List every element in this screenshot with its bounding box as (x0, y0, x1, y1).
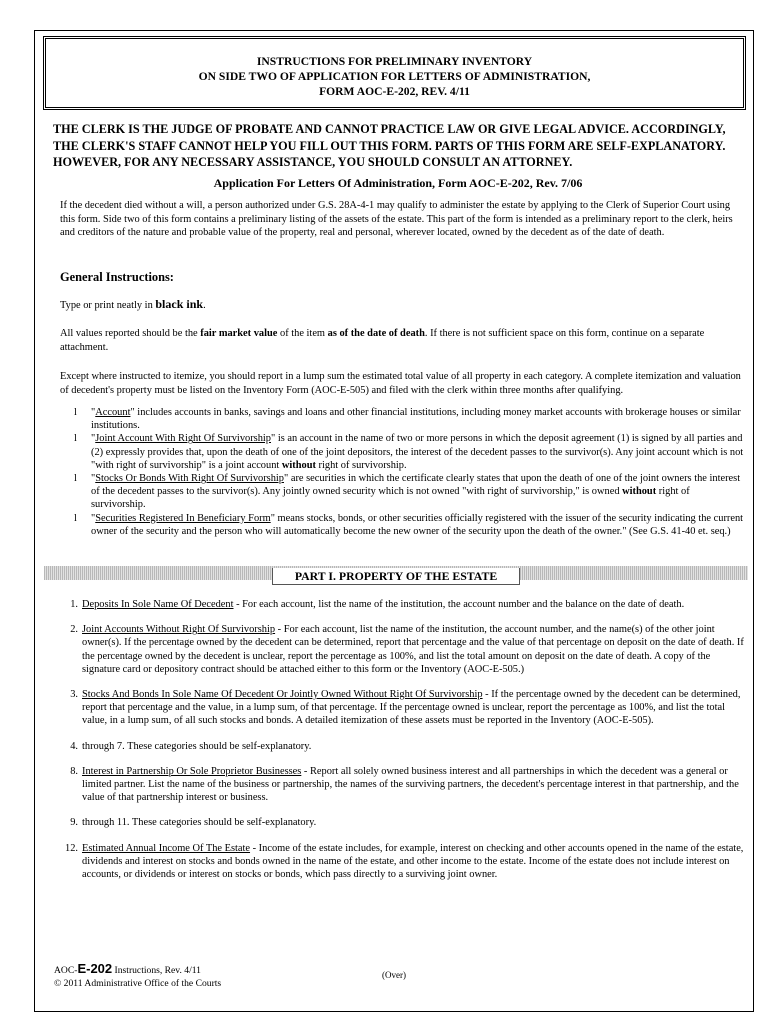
part-one-heading: PART I. PROPERTY OF THE ESTATE (272, 568, 520, 584)
item-12 (60, 842, 744, 882)
item-term: Interest in Partnership Or Sole Proprietor Businesses (82, 765, 302, 777)
copyright: © 2011 Administrative Office of the Courts (54, 978, 222, 989)
bullet-icon: l (74, 407, 77, 418)
fmv-mid: of the item (277, 328, 328, 339)
definition-text: includes accounts in banks, savings and loans and other financial institutions, including money market accounts with brokerage houses or similar institutions. (91, 407, 741, 432)
item-9 (60, 816, 744, 829)
item-number: 9. (70, 817, 78, 829)
ink-bold: black ink (155, 297, 204, 311)
definition-text: are securities in which the certificate clearly states that upon the death of one of the joint owners the interest of the decedent passes to the survivor(s). Any jointly owned security which is not owned "with right of survivorship," is owned (91, 473, 741, 498)
definition-account: l "Account" includes accounts in banks, savings and loans and other financial institutions, including money market accounts with brokerage houses or similar institutions. (74, 407, 741, 432)
definition-end: right of survivorship. (91, 486, 690, 511)
definitions-list (60, 406, 744, 538)
footer (54, 962, 221, 990)
application-subtitle: Application For Letters Of Administration, Form AOC-E-202, Rev. 7/06 (213, 176, 583, 190)
definition-stocks-bonds: l "Stocks Or Bonds With Right Of Survivorship" are securities in which the certificate clearly states that upon the death of one of the joint owners the interest of the decedent passes to the survivor(s). Any jointly owned security which is not owned "with right of survivorship," is owned without right of survivorship. (74, 473, 741, 511)
item-text: - For each account, list the name of the institution, the account number and the balance on the date of death. (233, 599, 685, 610)
ink-text: Type or print neatly in (60, 300, 156, 311)
item-number: 8. (70, 765, 78, 777)
item-text: - For each account, list the name of the institution, the account number, and the name(s) of the other joint owner(s). If the percentage owned by the decedent can be determined, report that percentage and the value of that percentage on deposit on the date of death. If the percentage owned by the decedent is unclear, report the percentage as 100%, and list the total amount on deposit on the date of death. A copy of the signature card or depository contract should be attached either to this form or the Inventory (AOC-E-505.) (82, 624, 744, 675)
itemize-instruction: Except where instructed to itemize, you should report in a lump sum the estimated total value of all property in each category. A complete itemization and valuation of decedent's property must be listed on the Inventory Form (AOC-E-505) and filed with the clerk within three months after qualifying. (60, 371, 741, 396)
item-text: - Report all solely owned business interest and all partnerships in which the decedent was a general or limited partner. List the name of the business or partnership, the names of the surviving partners, the decedent's percentage interest in that partnership, and the value of that partnership interest or business. (82, 765, 739, 804)
definition-text: means stocks, bonds, or other securities officially registered with the issuer of the security indicating the current owner of the security and the person who will automatically become the new owner of the security upon the death of the owner." (See G.S. 41-40 et. seq.) (91, 512, 744, 537)
form-revision: Instructions, Rev. 4/11 (112, 965, 201, 976)
part-heading-underline (272, 584, 520, 585)
definition-joint-account: l "Joint Account With Right Of Survivorship" is an account in the name of two or more persons in which the deposit agreement (1) is signed by all parties and (2) expressly provides that, upon the death of one of the joint depositors, the interest of the decedent passes to the survivor(s). Any joint account which is not "with right of survivorship" is a joint account without right of survivorship. (74, 433, 744, 471)
definition-term: Securities Registered In Beneficiary Form (95, 512, 271, 524)
intro-paragraph: If the decedent died without a will, a person authorized under G.S. 28A-4-1 may qualify to administer the estate by applying to the Clerk of Superior Court using this form. Side two of this form contains a preliminary listing of the assets of the estate. This part of the form is intended as a preliminary report to the clerk, heirs and creditors of the nature and probable value of the property, real and personal, wherever located, owned by the decedent as of the date of death. (60, 200, 733, 238)
title-line-3: FORM AOC-E-202, REV. 4/11 (319, 85, 470, 98)
part-one-items (60, 598, 744, 893)
item-text: through 11. These categories should be self-explanatory. (82, 817, 317, 829)
fmv-text: All values reported should be the (60, 328, 201, 339)
black-ink-instruction (60, 298, 744, 313)
item-term: Deposits In Sole Name Of Decedent (82, 599, 234, 610)
title-line-2: ON SIDE TWO OF APPLICATION FOR LETTERS OF ADMINISTRATION, (198, 70, 591, 83)
item-4 (60, 740, 744, 753)
item-term: Stocks And Bonds In Sole Name Of Decedent Or Jointly Owned Without Right Of Survivorship (82, 689, 483, 701)
date-of-death-bold: as of the date of death (327, 328, 425, 339)
fair-market-value-instruction (60, 327, 744, 354)
definition-text: is an account in the name of two or more persons in which the deposit agreement (1) is signed by all parties and (2) expressly provides that, upon the death of one of the joint depositors, the interest of the decedent passes to the survivor(s). Any joint account which is not "with right of survivorship" is a joint account (91, 433, 744, 471)
item-number: 2. (70, 624, 78, 636)
definition-term: Joint Account With Right Of Survivorship (95, 433, 271, 445)
item-2 (60, 623, 744, 676)
ink-end: . (203, 300, 206, 311)
item-number: 3. (70, 689, 78, 701)
general-instructions-heading: General Instructions: (60, 270, 174, 284)
form-code: E-202 (77, 961, 113, 976)
bullet-icon: l (74, 512, 77, 524)
definition-bold: without (622, 486, 657, 498)
definition-bold: without (281, 459, 316, 471)
definition-end: right of survivorship. (315, 459, 407, 471)
fmv-bold: fair market value (200, 328, 278, 339)
item-term: Joint Accounts Without Right Of Survivorship (82, 624, 276, 636)
clerk-notice: THE CLERK IS THE JUDGE OF PROBATE AND CANNOT PRACTICE LAW OR GIVE LEGAL ADVICE. ACCORDINGLY, THE CLERK'S STAFF CANNOT HELP YOU FILL OUT THIS FORM. PARTS OF THIS FORM ARE SELF-EXPLANATORY. HOWEVER, FOR ANY NECESSARY ASSISTANCE, YOU SHOULD CONSULT AN ATTORNEY. (53, 122, 726, 169)
item-text: - If the percentage owned by the decedent can be determined, report that percentage and the value, in a lump sum, of that percentage. If the percentage owned is unclear, report the percentage as 100%, and list the total value, in a lump sum, of all such stocks and bonds. A detailed itemization of these assets must be reported in the Inventory (AOC-E-505). (82, 689, 741, 727)
title-line-1: INSTRUCTIONS FOR PRELIMINARY INVENTORY (256, 55, 533, 68)
item-3 (60, 688, 744, 728)
item-number: 4. (70, 740, 78, 752)
item-text: through 7. These categories should be self-explanatory. (82, 740, 312, 752)
title-box (43, 36, 746, 110)
item-term: Estimated Annual Income Of The Estate (82, 842, 251, 854)
bullet-icon: l (74, 473, 77, 485)
item-1 (60, 598, 744, 611)
item-text: - Income of the estate includes, for example, interest on checking and other accounts opened in the name of the estate, dividends and interest on stocks and bonds owned in the name of the estate, and other income to the estate. Income of the estate does not include interest on accounts, or dividends or interest on stocks or bonds, which pass directly to a surviving joint owner. (82, 842, 744, 881)
form-code-line (54, 962, 221, 977)
fmv-end: . If there is not sufficient space on this form, continue on a separate attachment. (60, 328, 705, 353)
form-prefix: AOC- (54, 965, 78, 976)
over-label: (Over) (382, 970, 406, 980)
bullet-icon: l (74, 433, 77, 445)
item-8 (60, 765, 744, 805)
definition-term: Stocks Or Bonds With Right Of Survivorship (95, 473, 284, 485)
definition-term: Account (95, 407, 131, 418)
definition-securities-beneficiary: l "Securities Registered In Beneficiary Form" means stocks, bonds, or other securities officially registered with the issuer of the security indicating the current owner of the security and the person who will automatically become the new owner of the security upon the death of the owner." (See G.S. 41-40 et. seq.) (74, 512, 744, 537)
item-number: 1. (70, 599, 78, 610)
item-number: 12. (65, 842, 78, 854)
